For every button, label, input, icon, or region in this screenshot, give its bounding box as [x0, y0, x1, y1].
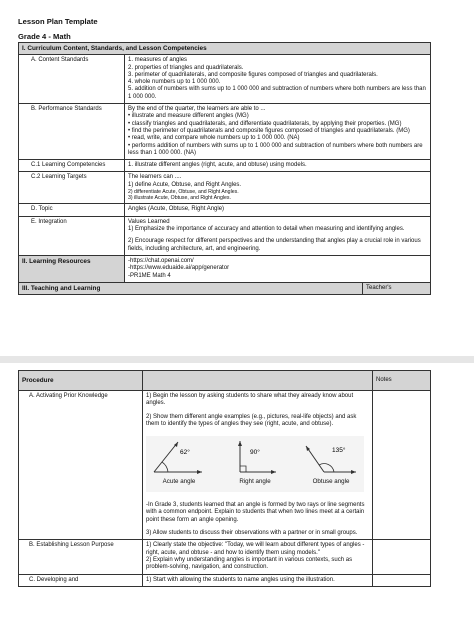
obtuse-angle-degrees: 135°	[332, 447, 346, 455]
document-title: Lesson Plan Template	[18, 17, 98, 26]
performance-standards-cell	[125, 104, 431, 160]
performance-standard-item: • illustrate and measure different angles (MG)	[128, 113, 249, 120]
activating-label: A. Activating Prior Knowledge	[19, 391, 143, 540]
performance-standard-item: • find the perimeter of quadrilaterals and composite figures composed of triangles and quadrilaterals. (MG)	[128, 127, 410, 134]
procedure-header: Procedure	[19, 371, 143, 391]
activating-step: 3) Allow students to discuss their observations with a partner or in small groups.	[146, 530, 358, 537]
procedure-table	[18, 370, 431, 587]
notes-header: Notes	[373, 371, 431, 391]
learning-targets-label: C.2 Learning Targets	[19, 172, 125, 204]
curriculum-table	[18, 42, 431, 295]
establishing-step: 1) Clearly state the objective: "Today, we will learn about different types of angles - right, acute, and obtuse - and how to identify them using models."	[146, 542, 365, 556]
integration-item: 1) Emphasize the importance of accuracy and attention to detail when measuring and identifying angles.	[128, 226, 405, 233]
resource-link[interactable]: -https://chat.openai.com/	[128, 257, 194, 264]
developing-cell: 1) Start with allowing the students to name angles using the illustration.	[143, 574, 373, 586]
acute-angle-degrees: 62°	[180, 449, 190, 457]
obtuse-angle-caption: Obtuse angle	[312, 478, 350, 486]
topic-cell: Angles (Acute, Obtuse, Right Angle)	[125, 204, 431, 216]
performance-standards-label: B. Performance Standards	[19, 104, 125, 160]
learning-competencies-label: C.1 Learning Competencies	[19, 160, 125, 172]
establishing-label: B. Establishing Lesson Purpose	[19, 540, 143, 574]
learning-target-item: 3) illustrate Acute, Obtuse, and Right Angles.	[128, 195, 231, 202]
content-standard-item: 4. whole numbers up to 1 000 000.	[128, 79, 221, 86]
obtuse-angle-icon	[302, 438, 360, 478]
learning-target-item: 1) define Acute, Obtuse, and Right Angles.	[128, 181, 242, 188]
content-standards-cell	[125, 55, 431, 104]
content-standard-item: 1. measures of angles	[128, 57, 188, 64]
acute-angle-icon	[150, 438, 208, 478]
right-angle-icon	[230, 438, 280, 478]
content-standards-label: A. Content Standards	[19, 55, 125, 104]
activating-note: -In Grade 3, students learned that an angle is formed by two rays or line segments with a common endpoint. Explain to students that when two lines meet at a certain point these form an angle opening.	[146, 502, 365, 523]
content-standard-item: 3. perimeter of quadrilaterals, and composite figures composed of triangles and quadrilaterals.	[128, 71, 378, 78]
content-standard-item: 5. addition of numbers with sums up to 1 000 000 and subtraction of numbers where both numbers are less than 1 000 000.	[128, 86, 426, 100]
learning-resources-cell	[125, 255, 431, 282]
performance-standard-item: • classify triangles and quadrilaterals, and differentiate quadrilaterals, by applying their properties. (MG)	[128, 120, 402, 127]
learning-targets-intro: The learners can ....	[128, 174, 182, 181]
developing-notes-cell	[373, 574, 431, 586]
resource-item: -PR1ME Math 4	[128, 272, 171, 279]
document-page-2	[0, 363, 474, 632]
activating-cell	[143, 391, 373, 540]
section-1-header: I. Curriculum Content, Standards, and Lesson Competencies	[19, 43, 431, 55]
section-3-header: III. Teaching and Learning	[19, 282, 363, 294]
angle-examples-figure	[146, 436, 364, 492]
right-angle-figure	[230, 438, 280, 490]
integration-item: Values Learned	[128, 218, 170, 225]
activating-step: 2) Show them different angle examples (e.g., pictures, real-life objects) and ask them to identify the types of angles they see (right, acute, and obtuse).	[146, 413, 357, 427]
obtuse-angle-figure	[302, 438, 360, 490]
resource-link[interactable]: -https://www.eduaide.ai/app/generator	[128, 265, 230, 272]
integration-label: E. Integration	[19, 216, 125, 255]
right-angle-degrees: 90°	[250, 449, 260, 457]
establishing-notes-cell	[373, 540, 431, 574]
teachers-notes-header: Teacher's	[363, 282, 431, 294]
activating-step: 1) Begin the lesson by asking students to share what they already know about angles.	[146, 393, 354, 407]
content-standard-item: 2. properties of triangles and quadrilaterals.	[128, 64, 244, 71]
integration-cell	[125, 216, 431, 255]
document-subtitle: Grade 4 - Math	[18, 32, 71, 41]
right-angle-caption: Right angle	[239, 478, 271, 486]
performance-standard-item: • read, write, and compare whole numbers up to 1 000 000. (NA)	[128, 135, 300, 142]
establishing-cell	[143, 540, 373, 574]
learning-targets-cell	[125, 172, 431, 204]
acute-angle-figure	[150, 438, 208, 490]
integration-item: 2) Encourage respect for different perspectives and the understanding that angles play a crucial role in various fields, including architecture, art, and engineering.	[128, 238, 421, 252]
section-2-header: II. Learning Resources	[19, 255, 125, 282]
performance-standard-item: By the end of the quarter, the learners are able to ...	[128, 106, 266, 113]
topic-label: D. Topic	[19, 204, 125, 216]
learning-competencies-cell: 1. illustrate different angles (right, acute, and obtuse) using models.	[125, 160, 431, 172]
learning-target-item: 2) differentiate Acute, Obtuse, and Right Angles.	[128, 189, 239, 196]
performance-standard-item: • performs addition of numbers with sums up to 1 000 000 and subtraction of numbers where both numbers are less than 1 000 000. (NA)	[128, 142, 423, 156]
developing-label: C. Developing and	[19, 574, 143, 586]
establishing-step: 2) Explain why understanding angles is important in various contexts, such as problem-solving, navigation, and construction.	[146, 556, 353, 571]
activating-notes-cell	[373, 391, 431, 540]
procedure-header-blank	[143, 371, 373, 391]
acute-angle-caption: Acute angle	[162, 478, 196, 486]
